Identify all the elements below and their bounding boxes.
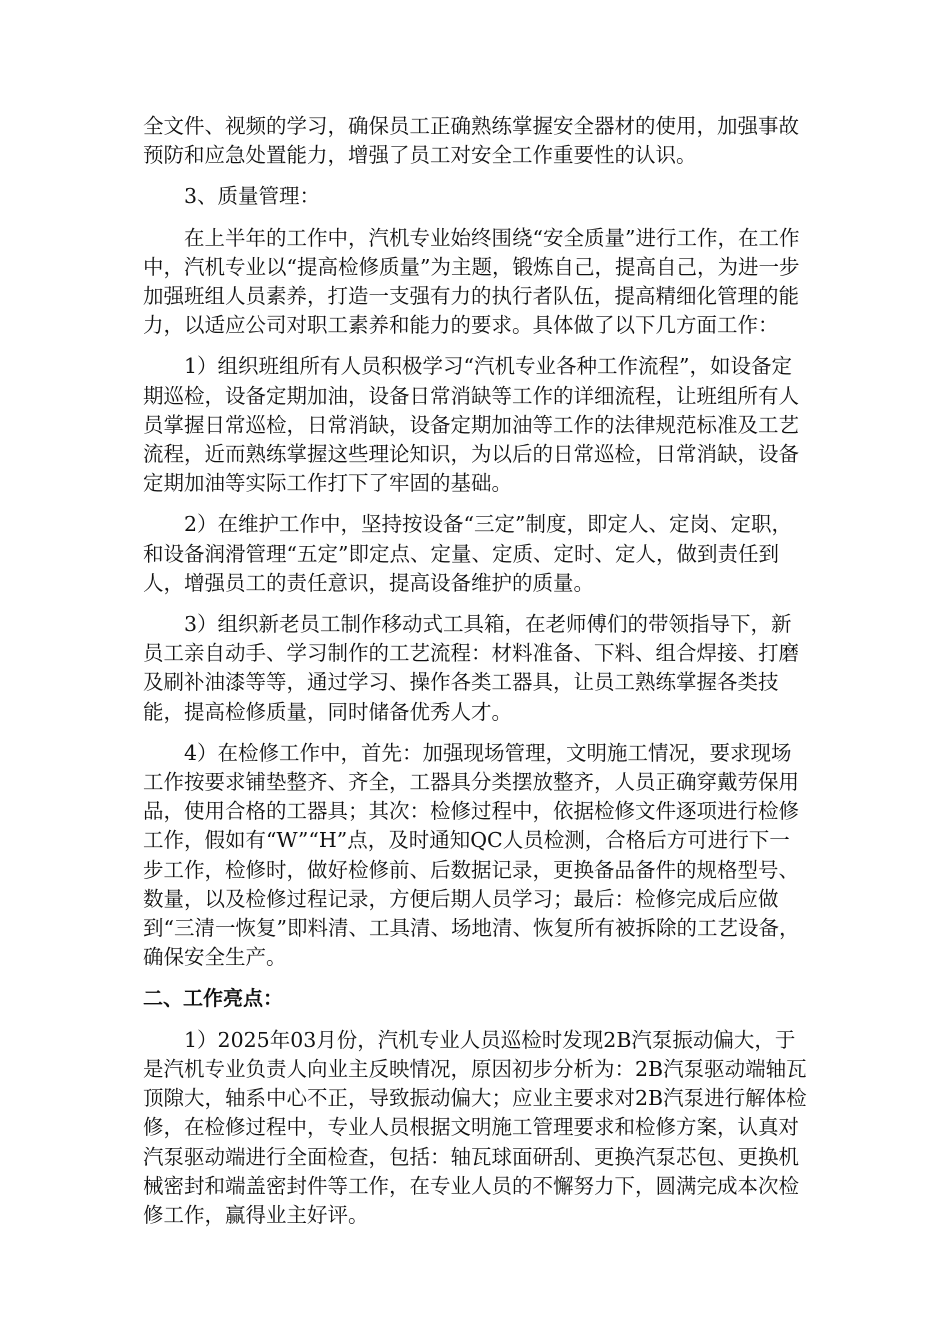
paragraph-highlight-1-pump-overhaul: 1）2025年03月份，汽机专业人员巡检时发现2B汽泵振动偏大，于是汽机专业负责人向业主反映情况，原因初步分析为：2B汽泵驱动端轴瓦顶隙大，轴系中心不正，导致振动偏大；应业主要求对2B汽泵进行解体检修，在检修过程中，专业人员根据文明施工管理要求和检修方案，认真对汽泵驱动端进行全面检查，包括：轴瓦球面研刮、更换汽泵芯包、更换机械密封和端盖密封件等工作，在专业人员的不懈努力下，圆满完成本次检修工作，赢得业主好评。 bbox=[143, 1027, 807, 1227]
paragraph-quality-overview: 在上半年的工作中，汽机专业始终围绕“安全质量”进行工作，在工作中，汽机专业以“提高检修质量”为主题，锻炼自己，提高自己，为进一步加强班组人员素养，打造一支强有力的执行者队伍，提高精细化管理的能力，以适应公司对职工素养和能力的要求。具体做了以下几方面工作： bbox=[143, 225, 800, 338]
paragraph-item-1-workflow-study: 1）组织班组所有人员积极学习“汽机专业各种工作流程”，如设备定期巡检，设备定期加油，设备日常消缺等工作的详细流程，让班组所有人员掌握日常巡检，日常消缺，设备定期加油等工作的法律规范标准及工艺流程，近而熟练掌握这些理论知识，为以后的日常巡检，日常消缺，设备定期加油等实际工作打下了牢固的基础。 bbox=[143, 354, 799, 496]
subheading-quality-management: 3、质量管理： bbox=[184, 184, 321, 209]
paragraph-item-2-maintenance: 2）在维护工作中，坚持按设备“三定”制度，即定人、定岗、定职，和设备润滑管理“五定”即定点、定量、定质、定时、定人，做到责任到人，增强员工的责任意识，提高设备维护的质量。 bbox=[143, 512, 793, 595]
paragraph-item-3-toolbox: 3）组织新老员工制作移动式工具箱，在老师傅们的带领指导下，新员工亲自动手、学习制作的工艺流程：材料准备、下料、组合焊接、打磨及刷补油漆等等，通过学习、操作各类工器具，让员工熟练掌握各类技能，提高检修质量，同时储备优秀人才。 bbox=[143, 612, 799, 724]
document-body bbox=[143, 112, 809, 1242]
paragraph-item-4-overhaul: 4）在检修工作中，首先：加强现场管理，文明施工情况，要求现场工作按要求铺垫整齐、齐全，工器具分类摆放整齐，人员正确穿戴劳保用品，使用合格的工器具；其次：检修过程中，依据检修文件逐项进行检修工作，假如有“W”“H”点，及时通知QC人员检测，合格后方可进行下一步工作，检修时，做好检修前、后数据记录，更换备品备件的规格型号、数量，以及检修过程记录，方便后期人员学习；最后：检修完成后应做到“三清一恢复”即料清、工具清、场地清、恢复所有被拆除的工艺设备，确保安全生产。 bbox=[143, 740, 800, 970]
paragraph-safety-training-continuation: 全文件、视频的学习，确保员工正确熟练掌握安全器材的使用，加强事故预防和应急处置能力，增强了员工对安全工作重要性的认识。 bbox=[143, 114, 799, 168]
section-heading-highlights: 二、工作亮点： bbox=[143, 986, 283, 1011]
